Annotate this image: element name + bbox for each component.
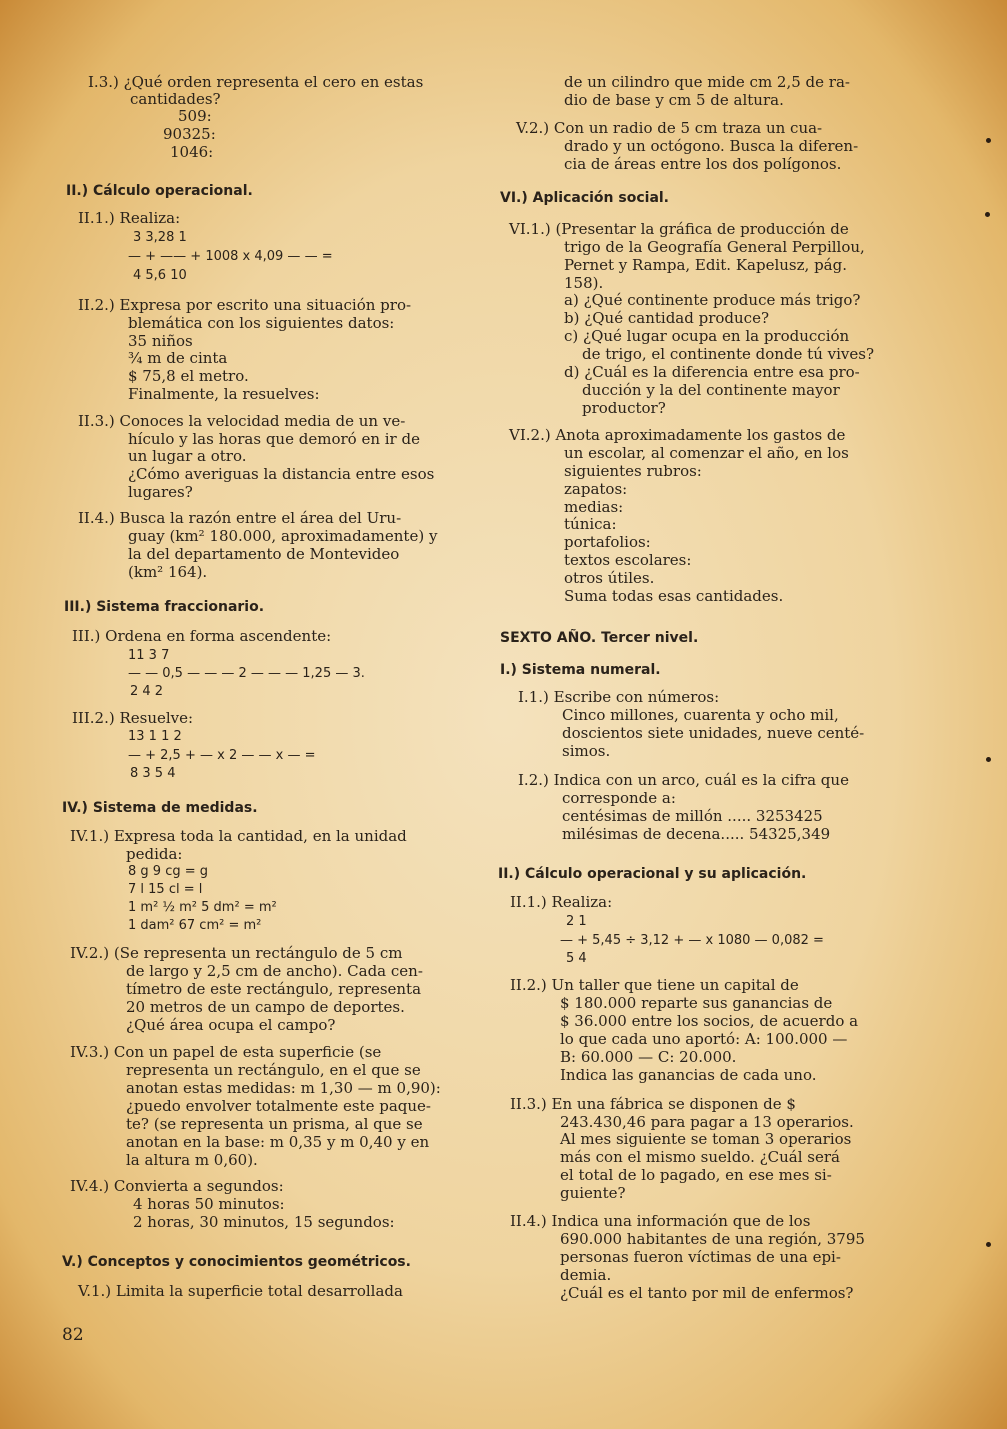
text-line: tímetro de este rectángulo, representa <box>126 980 422 998</box>
text-line: II.1.) Realiza: <box>78 209 181 227</box>
text-line: II.1.) Realiza: <box>510 893 613 911</box>
text-line: IV.2.) (Se representa un rectángulo de 5 cm <box>70 944 403 962</box>
text-line: 1 dam² 67 cm² = m² <box>128 918 262 933</box>
text-line: Suma todas esas cantidades. <box>564 587 784 605</box>
text-line: más con el mismo sueldo. ¿Cuál será <box>560 1148 840 1166</box>
text-line: un lugar a otro. <box>128 447 247 465</box>
text-line: B: 60.000 — C: 20.000. <box>560 1048 737 1066</box>
text-line: b) ¿Qué cantidad produce? <box>564 309 769 327</box>
text-line: la del departamento de Montevideo <box>128 545 400 563</box>
text-line: — + —— + 1008 x 4,09 — — = <box>128 249 333 264</box>
text-line: drado y un octógono. Busca la diferen- <box>564 137 859 155</box>
text-line: 690.000 habitantes de una región, 3795 <box>560 1230 865 1248</box>
text-line: la altura m 0,60). <box>126 1151 258 1169</box>
text-line: 8 3 5 4 <box>130 766 176 781</box>
text-line: II.2.) Un taller que tiene un capital de <box>510 976 799 994</box>
section-heading: II.) Cálculo operacional. <box>66 183 253 199</box>
text-line: a) ¿Qué continente produce más trigo? <box>564 291 861 309</box>
section-heading: SEXTO AÑO. Tercer nivel. <box>500 630 699 646</box>
text-line: $ 180.000 reparte sus ganancias de <box>560 994 833 1012</box>
text-line: 5 4 <box>566 951 587 966</box>
section-heading: V.) Conceptos y conocimientos geométricos. <box>62 1254 411 1270</box>
text-line: pedida: <box>126 845 183 863</box>
text-line: textos escolares: <box>564 551 692 569</box>
section-heading: II.) Cálculo operacional y su aplicación. <box>498 866 807 882</box>
text-line: 7 l 15 cl = l <box>128 882 203 897</box>
text-line: 90325: <box>163 125 216 143</box>
text-line: II.3.) En una fábrica se disponen de $ <box>510 1095 796 1113</box>
text-line: VI.2.) Anota aproximadamente los gastos de <box>509 426 846 444</box>
text-line: doscientos siete unidades, nueve centé- <box>562 724 865 742</box>
text-line: V.2.) Con un radio de 5 cm traza un cua- <box>516 119 823 137</box>
text-line: IV.3.) Con un papel de esta superficie (se <box>70 1043 382 1061</box>
text-line: de trigo, el continente donde tú vives? <box>582 345 875 363</box>
text-line: 11 3 7 <box>128 648 170 663</box>
text-line: demia. <box>560 1266 612 1284</box>
text-line: I.1.) Escribe con números: <box>518 688 720 706</box>
text-line: $ 36.000 entre los socios, de acuerdo a <box>560 1012 859 1030</box>
text-line: d) ¿Cuál es la diferencia entre esa pro- <box>564 363 860 381</box>
text-line: II.2.) Expresa por escrito una situación pro- <box>78 296 412 314</box>
text-line: 3 3,28 1 <box>133 230 187 245</box>
text-line: ¿Cuál es el tanto por mil de enfermos? <box>560 1284 854 1302</box>
text-line: 243.430,46 para pagar a 13 operarios. <box>560 1113 854 1131</box>
text-line: de un cilindro que mide cm 2,5 de ra- <box>564 73 850 91</box>
text-line: productor? <box>582 399 666 417</box>
text-line: ¿Qué área ocupa el campo? <box>126 1016 336 1034</box>
text-line: hículo y las horas que demoró en ir de <box>128 430 420 448</box>
text-line: portafolios: <box>564 533 651 551</box>
section-heading: III.) Sistema fraccionario. <box>64 599 265 615</box>
page-number: 82 <box>62 1325 84 1345</box>
text-line: el total de lo pagado, en ese mes si- <box>560 1166 832 1184</box>
text-line: otros útiles. <box>564 569 655 587</box>
text-line: ducción y la del continente mayor <box>582 381 840 399</box>
text-line: siguientes rubros: <box>564 462 702 480</box>
text-line: — — 0,5 — — — 2 — — — 1,25 — 3. <box>128 666 365 681</box>
text-line: te? (se representa un prisma, al que se <box>126 1115 423 1133</box>
section-heading: VI.) Aplicación social. <box>500 190 670 206</box>
text-line: guay (km² 180.000, aproximadamente) y <box>128 527 438 545</box>
text-line: II.4.) Indica una información que de los <box>510 1212 811 1230</box>
text-line: blemática con los siguientes datos: <box>128 314 395 332</box>
text-line: personas fueron víctimas de una epi- <box>560 1248 841 1266</box>
text-line: un escolar, al comenzar el año, en los <box>564 444 849 462</box>
text-line: cia de áreas entre los dos polígonos. <box>564 155 842 173</box>
text-line: lugares? <box>128 483 193 501</box>
text-line: Finalmente, la resuelves: <box>128 385 320 403</box>
text-line: Cinco millones, cuarenta y ocho mil, <box>562 706 839 724</box>
text-line: c) ¿Qué lugar ocupa en la producción <box>564 327 850 345</box>
ink-spot <box>986 1242 991 1247</box>
text-line: — + 2,5 + — x 2 — — x — = <box>128 748 316 763</box>
text-line: milésimas de decena..... 54325,349 <box>562 825 831 843</box>
text-line: de largo y 2,5 cm de ancho). Cada cen- <box>126 962 423 980</box>
text-line: dio de base y cm 5 de altura. <box>564 91 784 109</box>
text-line: 509: <box>178 107 212 125</box>
text-line: centésimas de millón ..... 3253425 <box>562 807 823 825</box>
text-line: — + 5,45 ÷ 3,12 + — x 1080 — 0,082 = <box>560 933 824 948</box>
text-line: IV.4.) Convierta a segundos: <box>70 1177 284 1195</box>
text-line: ¿puedo envolver totalmente este paque- <box>126 1097 431 1115</box>
text-line: lo que cada uno aportó: A: 100.000 — <box>560 1030 848 1048</box>
text-line: V.1.) Limita la superficie total desarrollada <box>78 1282 403 1300</box>
text-line: I.3.) ¿Qué orden representa el cero en estas <box>88 73 424 91</box>
text-line: 4 5,6 10 <box>133 268 187 283</box>
text-line: zapatos: <box>564 480 628 498</box>
text-line: II.4.) Busca la razón entre el área del Uru- <box>78 509 402 527</box>
text-line: II.3.) Conoces la velocidad media de un ve- <box>78 412 406 430</box>
text-line: (km² 164). <box>128 563 208 581</box>
section-heading: I.) Sistema numeral. <box>500 662 661 678</box>
text-line: $ 75,8 el metro. <box>128 367 249 385</box>
text-line: 1 m² ½ m² 5 dm² = m² <box>128 900 277 915</box>
text-line: III.) Ordena en forma ascendente: <box>72 627 332 645</box>
text-line: 20 metros de un campo de deportes. <box>126 998 405 1016</box>
text-line: 35 niños <box>128 332 193 350</box>
text-line: I.2.) Indica con un arco, cuál es la cifra que <box>518 771 849 789</box>
text-line: 2 1 <box>566 914 587 929</box>
text-line: simos. <box>562 742 611 760</box>
text-line: guiente? <box>560 1184 626 1202</box>
ink-spot <box>985 212 990 217</box>
text-line: anotan estas medidas: m 1,30 — m 0,90): <box>126 1079 441 1097</box>
section-heading: IV.) Sistema de medidas. <box>62 800 258 816</box>
text-line: IV.1.) Expresa toda la cantidad, en la unidad <box>70 827 407 845</box>
text-line: 2 4 2 <box>130 684 164 699</box>
text-line: anotan en la base: m 0,35 y m 0,40 y en <box>126 1133 430 1151</box>
text-line: ¿Cómo averiguas la distancia entre esos <box>128 465 435 483</box>
text-line: medias: <box>564 498 624 516</box>
text-line: corresponde a: <box>562 789 676 807</box>
text-line: representa un rectángulo, en el que se <box>126 1061 421 1079</box>
text-line: trigo de la Geografía General Perpillou, <box>564 238 865 256</box>
text-line: III.2.) Resuelve: <box>72 709 194 727</box>
text-line: 13 1 1 2 <box>128 729 182 744</box>
text-line: 8 g 9 cg = g <box>128 864 208 879</box>
ink-spot <box>986 757 991 762</box>
text-line: 1046: <box>170 143 214 161</box>
text-line: ¾ m de cinta <box>128 349 228 367</box>
text-line: Al mes siguiente se toman 3 operarios <box>560 1130 852 1148</box>
text-line: cantidades? <box>130 90 221 108</box>
text-line: túnica: <box>564 515 617 533</box>
text-line: Indica las ganancias de cada uno. <box>560 1066 817 1084</box>
text-line: Pernet y Rampa, Edit. Kapelusz, pág. <box>564 256 847 274</box>
text-line: 4 horas 50 minutos: <box>133 1195 285 1213</box>
text-line: VI.1.) (Presentar la gráfica de producción de <box>509 220 849 238</box>
ink-spot <box>986 138 991 143</box>
text-line: 2 horas, 30 minutos, 15 segundos: <box>133 1213 395 1231</box>
text-line: 158). <box>564 274 604 292</box>
